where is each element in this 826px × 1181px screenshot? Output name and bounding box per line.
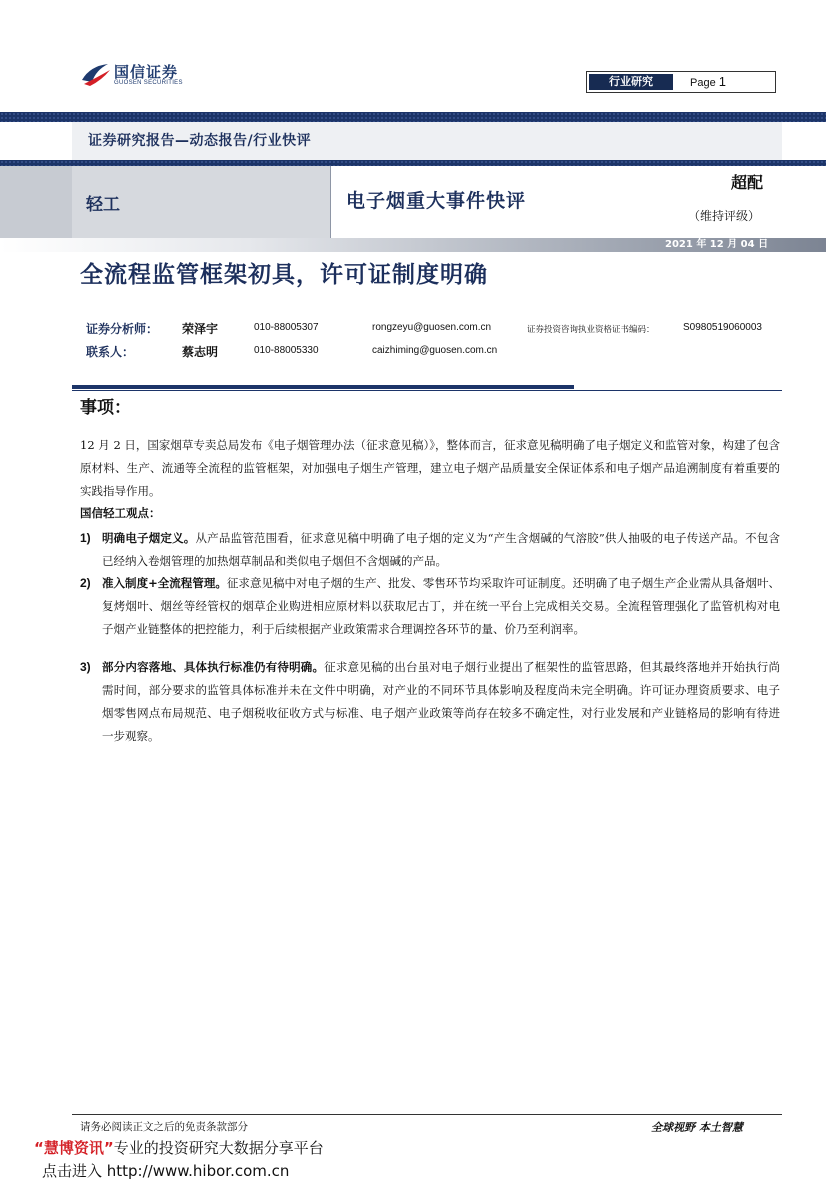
view-item-number: 2) <box>80 576 91 590</box>
page-tag-box <box>586 71 776 93</box>
view-item-number: 1) <box>80 531 91 545</box>
section-rule-thick <box>72 385 574 389</box>
watermark-link[interactable]: 点击进入 http://www.hibor.com.cn <box>42 1162 290 1180</box>
view-item-head: 准入制度+全流程管理。 <box>102 576 227 590</box>
watermark-brand: “慧博资讯” <box>34 1139 114 1157</box>
footer-slogan: 全球视野 本土智慧 <box>651 1121 743 1134</box>
views-title: 国信轻工观点： <box>80 506 161 520</box>
section-rule-thin <box>72 390 782 391</box>
analyst-row <box>86 320 158 337</box>
footer-disclaimer: 请务必阅读正文之后的免责条款部分 <box>80 1121 248 1133</box>
logo-name-cn: 国信证券 <box>114 63 179 81</box>
contact-email[interactable]: caizhiming@guosen.com.cn <box>372 345 498 356</box>
logo-name-en: GUOSEN SECURITIES <box>114 80 183 86</box>
page-indicator <box>690 74 726 91</box>
page-label: Page <box>690 77 716 89</box>
panel-divider <box>330 166 331 238</box>
footer-rule <box>72 1114 782 1115</box>
event-section-title: 事项： <box>80 398 131 418</box>
view-item-body: 征求意见稿的出台虽对电子烟行业提出了框架性的监管思路，但其最终落地并开始执行尚需时间，部分要求的监管具体标准并未在文件中明确，对产业的不同环节具体影响及程度尚未完全明确。许可证办理资质要求、电子烟零售网点布局规范、电子烟税收征收方式与标准、电子烟产业政策等尚存在较多不确定性，对行业发展和产业链格局的影响有待进一步观察。 <box>102 660 781 743</box>
guosen-logo <box>80 60 210 90</box>
page-title: 全流程监管框架初具，许可证制度明确 <box>80 262 488 288</box>
analyst-role: 证券分析师： <box>86 322 159 336</box>
guosen-logo-icon <box>80 60 112 88</box>
contact-phone: 010-88005330 <box>254 345 319 356</box>
report-date: 2021 年 12 月 04 日 <box>665 239 769 250</box>
category-tag: 行业研究 <box>589 74 673 90</box>
contact-row <box>86 343 134 360</box>
view-item <box>80 656 780 748</box>
analyst-email[interactable]: rongzeyu@guosen.com.cn <box>372 322 492 333</box>
view-item-body: 征求意见稿中对电子烟的生产、批发、零售环节均采取许可证制度。还明确了电子烟生产企业需从具备烟叶、复烤烟叶、烟丝等经管权的烟草企业购进相应原材料以获取尼古丁，并在统一平台上完成相关交易。全流程管理强化了监管机构对电子烟产业链整体的把控能力，利于后续根据产业政策需求合理调控各环节的量、价乃至利润率。 <box>102 576 781 636</box>
watermark-tagline: 专业的投资研究大数据分享平台 <box>113 1139 324 1157</box>
event-body: 12 月 2 日，国家烟草专卖总局发布《电子烟管理办法（征求意见稿）》，整体而言，征求意见稿明确了电子烟定义和监管对象，构建了包含原材料、生产、流通等全流程的监管框架，对加强电子烟生产管理，建立电子烟产品质量安全保证体系和电子烟产品追溯制度有着重要的实践指导作用。 <box>80 438 780 498</box>
analyst-name: 荣泽宇 <box>182 322 219 336</box>
header-band-texture <box>0 112 826 122</box>
rating: 超配 <box>731 173 764 192</box>
sector-label: 轻工 <box>86 195 120 215</box>
analyst-cert-label: 证券投资咨询执业资格证书编码： <box>527 325 655 335</box>
report-type: 证券研究报告—动态报告/行业快评 <box>88 133 312 149</box>
view-item-head: 部分内容落地、具体执行标准仍有待明确。 <box>102 660 325 674</box>
event-title: 电子烟重大事件快评 <box>346 190 527 212</box>
view-item <box>80 527 780 573</box>
contact-role: 联系人： <box>86 345 135 359</box>
view-item-body: 从产品监管范围看，征求意见稿中明确了电子烟的定义为“产生含烟碱的气溶胶”供人抽吸的电子传送产品。不包含已经纳入卷烟管理的加热烟草制品和类似电子烟但不含烟碱的产品。 <box>102 531 780 568</box>
watermark-line-1 <box>34 1137 324 1158</box>
contact-name: 蔡志明 <box>182 345 219 359</box>
view-item <box>80 572 780 641</box>
analyst-phone: 010-88005307 <box>254 322 319 333</box>
event-paragraph <box>80 434 780 503</box>
page-number: 1 <box>718 74 726 89</box>
view-item-number: 3) <box>80 660 91 674</box>
analyst-cert-number: S0980519060003 <box>683 322 762 333</box>
view-item-head: 明确电子烟定义。 <box>102 531 196 545</box>
rating-note: （维持评级） <box>688 209 761 223</box>
